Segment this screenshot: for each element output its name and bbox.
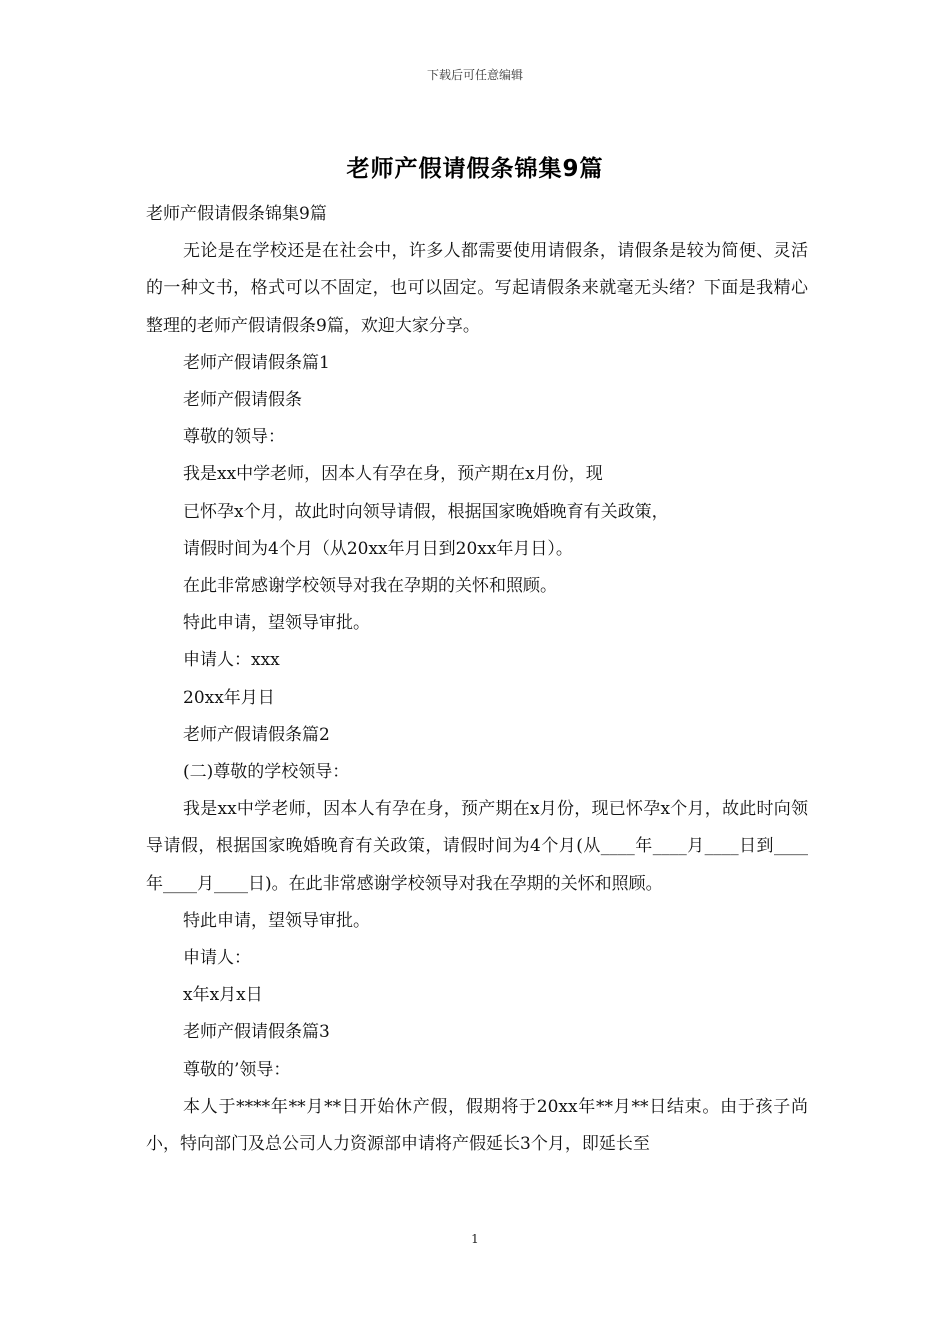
page-header: 下载后可任意编辑 — [426, 68, 523, 82]
paragraph: 在此非常感谢学校领导对我在孕期的关怀和照顾。 — [183, 576, 557, 597]
paragraph: 我是xx中学老师，因本人有孕在身，预产期在x月份，现 — [183, 464, 603, 485]
paragraph: 老师产假请假条篇1 — [183, 352, 330, 373]
paragraph: 特此申请，望领导审批。 — [183, 613, 370, 634]
paragraph: 20xx年月日 — [183, 687, 275, 708]
document-title: 老师产假请假条锦集9篇 — [346, 156, 604, 182]
page-number: 1 — [471, 1232, 479, 1246]
document-body — [146, 196, 808, 1163]
paragraph: 老师产假请假条 — [183, 390, 302, 411]
paragraph: (二)尊敬的学校领导： — [183, 762, 350, 783]
paragraph: 我是xx中学老师，因本人有孕在身，预产期在x月份，现已怀孕x个月，故此时向领导请假，根据国家晚婚晚育有关政策，请假时间为4个月(从____年____月____日到____年____月____日)。在此非常感谢学校领导对我在孕期的关怀和照顾。 — [146, 799, 808, 894]
paragraph: 请假时间为4个月（从20xx年月日到20xx年月日）。 — [183, 538, 573, 559]
paragraph: 申请人：xxx — [183, 650, 280, 671]
paragraph: 本人于****年**月**日开始休产假，假期将于20xx年**月**日结束。由于孩子尚小，特向部门及总公司人力资源部申请将产假延长3个月，即延长至 — [146, 1096, 808, 1155]
paragraph: x年x月x日 — [183, 985, 263, 1006]
paragraph: 申请人： — [183, 948, 251, 969]
paragraph: 老师产假请假条篇2 — [183, 724, 330, 745]
paragraph: 尊敬的领导： — [183, 427, 285, 448]
paragraph: 已怀孕x个月，故此时向领导请假，根据国家晚婚晚育有关政策， — [183, 501, 669, 522]
paragraph: 尊敬的’领导： — [183, 1059, 291, 1080]
paragraph: 无论是在学校还是在社会中，许多人都需要使用请假条，请假条是较为简便、灵活的一种文书，格式可以不固定，也可以固定。写起请假条来就毫无头绪？下面是我精心整理的老师产假请假条9篇，欢迎大家分享。 — [146, 241, 808, 336]
paragraph: 特此申请，望领导审批。 — [183, 910, 370, 931]
paragraph: 老师产假请假条篇3 — [183, 1022, 330, 1043]
paragraph: 老师产假请假条锦集9篇 — [146, 204, 327, 224]
